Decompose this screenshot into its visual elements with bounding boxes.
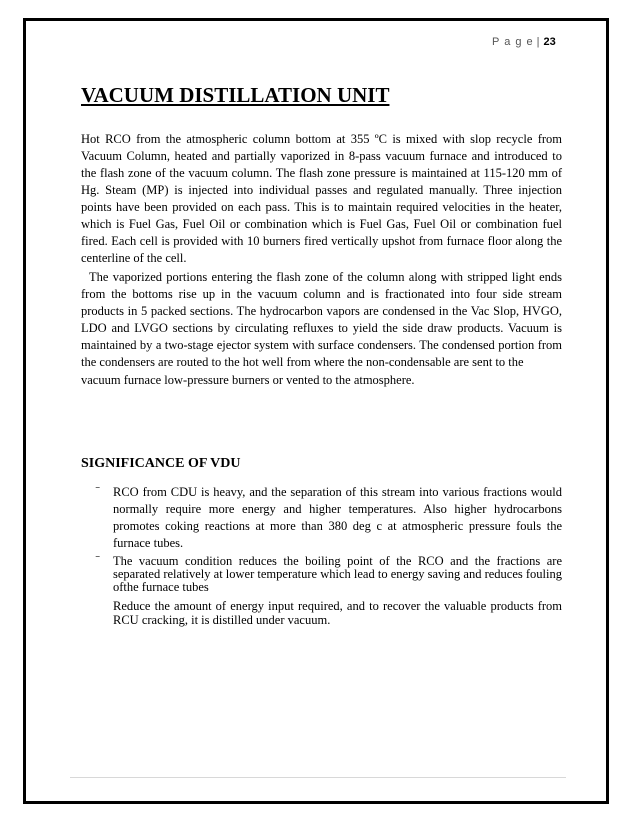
significance-list (96, 484, 562, 627)
paragraph-intro: Hot RCO from the atmospheric column bottom at 355 ºC is mixed with slop recycle from Vacuum Column, heated and partially vaporized in 8-pass vacuum furnace and introduced to the flash zone of the vacuum column. The flash zone pressure is maintained at 115-120 mm of Hg. Steam (MP) is injected into individual passes and regulated manually. Three injection points have been provided on each pass. This is to maintain required velocities in the heater, which is Fuel Gas, Fuel Oil or combination which is Fuel Gas, Fuel Oil or combination fuel fired. Each cell is provided with 10 burners fired vertically upshot from furnace floor along the centerline of the cell. (81, 132, 562, 265)
page-number-header (492, 36, 556, 48)
page-separator: | (536, 36, 541, 48)
list-item (96, 599, 562, 627)
list-item-text: The vacuum condition reduces the boiling point of the RCO and the fractions are separated relatively at lower temperature which lead to energy saving and reduces fouling ofthe furnace tubes (113, 554, 562, 594)
page-number: 23 (543, 36, 556, 48)
section-heading-significance: SIGNIFICANCE OF VDU (81, 456, 241, 471)
list-item-text: Reduce the amount of energy input required, and to recover the valuable products from RCU cracking, it is distilled under vacuum. (113, 599, 562, 627)
list-item (96, 484, 562, 552)
list-item (96, 555, 562, 594)
list-item-text: RCO from CDU is heavy, and the separation of this stream into various fractions would normally require more energy and higher temperatures. Also higher hydrocarbons promotes coking reactions at more than 380 deg c at atmospheric pressure fouls the furnace tubes. (113, 485, 562, 550)
bullet-marker-icon: ‾ (96, 487, 100, 498)
footer-divider (70, 777, 566, 778)
bullet-marker-icon: ‾ (96, 556, 100, 567)
paragraph-vaporized-continued: vacuum furnace low-pressure burners or vented to the atmosphere. (81, 373, 415, 387)
page-label: P a g e (492, 36, 534, 48)
paragraph-vaporized: The vaporized portions entering the flash zone of the column along with stripped light ends from the bottoms rise up in the vacuum column and is fractionated into four side stream products in 5 packed sections. The hydrocarbon vapors are condensed in the Vac Slop, HVGO, LDO and LVGO sections by circulating refluxes to yield the side draw products. Vacuum is maintained by a two-stage ejector system with surface condensers. The condensed portion from the condensers are routed to the hot well from where the non-condensable are sent to the (81, 270, 562, 369)
document-title: VACUUM DISTILLATION UNIT (81, 83, 390, 107)
